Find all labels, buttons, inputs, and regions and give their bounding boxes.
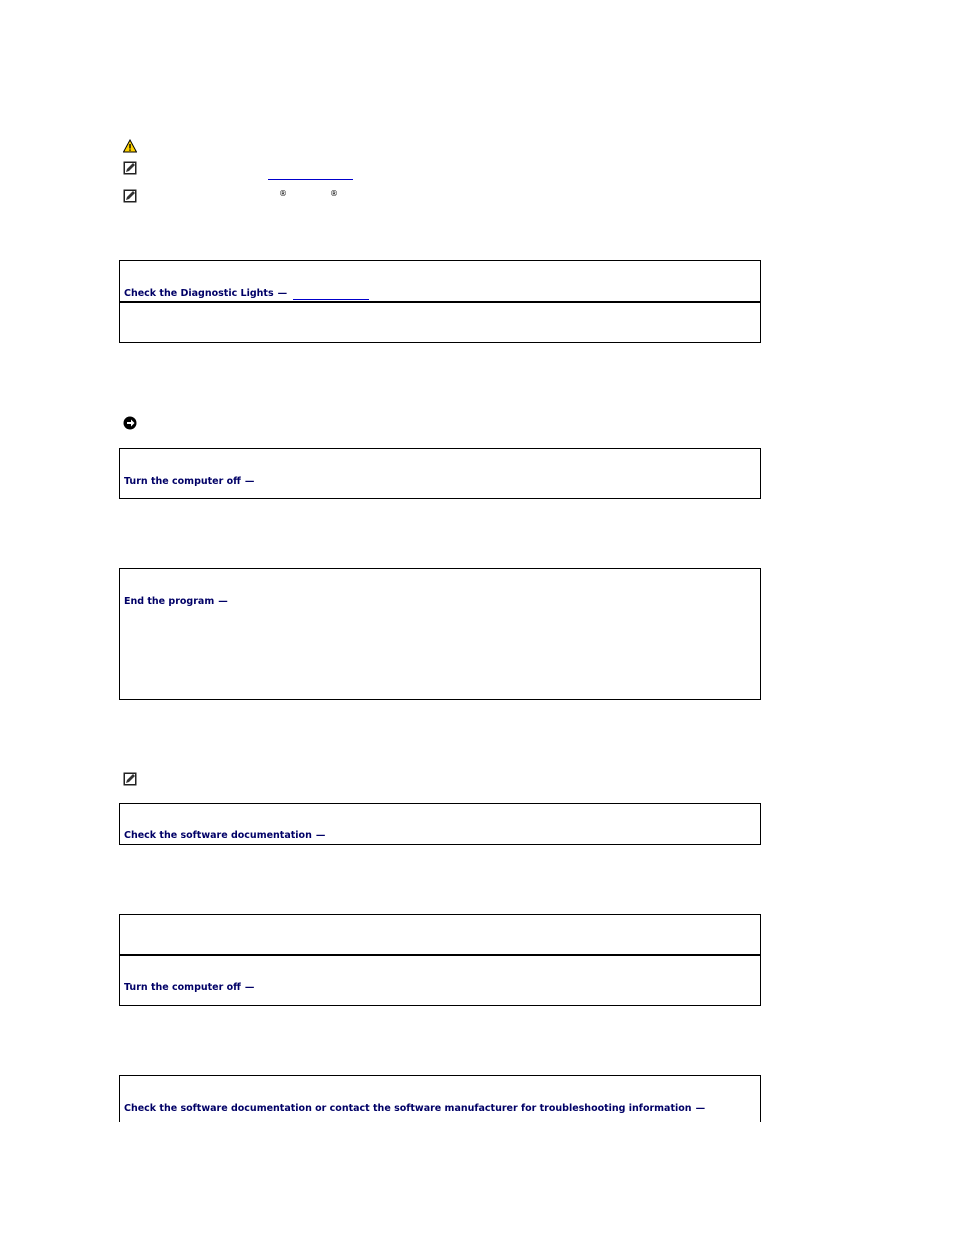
- turn-off-term: Turn the computer off —: [124, 476, 255, 487]
- software-documentation-term: Check the software documentation —: [124, 830, 326, 841]
- caution-triangle-icon: [123, 139, 137, 153]
- note-pencil-icon: [123, 161, 137, 175]
- software-documentation-box: [119, 803, 761, 845]
- diagnostic-lights-box: [119, 260, 761, 343]
- diagnostic-lights-term: Check the Diagnostic Lights —: [124, 288, 288, 299]
- turn-off-box-2: [119, 914, 761, 1006]
- contact-manufacturer-term: Check the software documentation or contact the software manufacturer for troubleshooting information —: [124, 1103, 706, 1114]
- note-link-underline[interactable]: [268, 179, 353, 180]
- turn-off-term-2: Turn the computer off —: [124, 982, 255, 993]
- diagnostic-lights-link-underline[interactable]: [293, 299, 369, 300]
- registered-mark: ®: [279, 189, 287, 198]
- note-pencil-icon: [123, 189, 137, 203]
- notice-circle-icon: [123, 416, 137, 430]
- turn-off-box: [119, 448, 761, 499]
- end-program-term: End the program —: [124, 596, 228, 607]
- note-pencil-icon: [123, 772, 137, 786]
- page-bottom-blank: [0, 1122, 954, 1235]
- registered-mark: ®: [330, 189, 338, 198]
- row-divider: [120, 954, 760, 956]
- end-program-box: [119, 568, 761, 700]
- row-divider: [120, 301, 760, 303]
